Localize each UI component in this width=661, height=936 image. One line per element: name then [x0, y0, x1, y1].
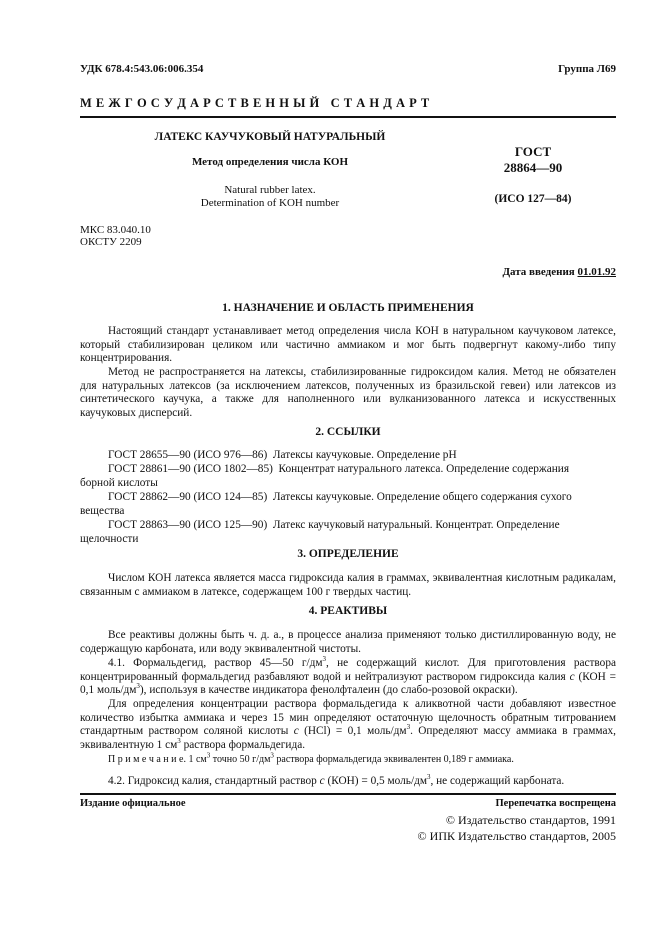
okstu-code: ОКСТУ 2209: [80, 236, 142, 248]
section1-para1: Настоящий стандарт устанавливает метод определения числа КОН в натуральном каучуковом латексе, который стабилизирован целиком или частично аммиаком и мог быть подвергнут какому-либо типу концентрирования.: [80, 325, 616, 365]
section4-item-4-2: 4.2. Гидроксид калия, стандартный раствор c (КОН) = 0,5 моль/$дм^3$, не содержащий карбоната.: [108, 773, 565, 787]
standard-type-banner: М Е Ж Г О С У Д А Р С Т В Е Н Н Ы Й С Т А Н Д А Р Т: [80, 96, 430, 110]
footer-rule: [80, 793, 616, 795]
section1-heading: 1. НАЗНАЧЕНИЕ И ОБЛАСТЬ ПРИМЕНЕНИЯ: [222, 302, 474, 314]
mks-code: МКС 83.040.10: [80, 224, 151, 236]
section4-para1: Все реактивы должны быть ч. д. а., в процессе анализа применяют только дистиллированную воду, не содержащую карбоната, или воду эквивалентной чистоты.: [80, 629, 616, 655]
english-title-line2: Determination of KOH number: [200, 197, 340, 209]
section1-para2: Метод не распространяется на латексы, стабилизированные гидроксидом калия. Метод не обязателен для натуральных латексов (за исключением латексов, полученных из бразильской гевеи) или латексов из синтетического каучука, а также для наполненного или вулканизованного латекса и искусственных каучуковых дисперсий.: [80, 366, 616, 419]
section4-para-concentration: Для определения концентрации раствора формальдегида к аликвотной части добавляют известное количество избытка аммиака и через 15 мин определяют остаточную щелочность обратным титрованием стандартным раствором соляной кислоты c (HCl) = 0,1 моль/$дм^3$. Определяют массу аммиака в граммах, эквивалентную 1 $см^3$ раствора формальдегида.: [80, 698, 616, 751]
page-subtitle: Метод определения числа КОН: [191, 156, 349, 168]
official-edition: Издание официальное: [80, 798, 186, 809]
intro-date-value: 01.01.92: [577, 266, 616, 278]
section3-para: Числом КОН латекса является масса гидроксида калия в граммах, эквивалентная кислотным радикалам, связанным с аммиаком в латексе, содержащем 100 г твердых частиц.: [80, 572, 616, 598]
reprint-prohibited: Перепечатка воспрещена: [495, 798, 616, 809]
page-title: ЛАТЕКС КАУЧУКОВЫЙ НАТУРАЛЬНЫЙ: [154, 131, 386, 143]
section2-heading: 2. ССЫЛКИ: [315, 426, 381, 438]
intro-date: [380, 266, 616, 278]
ref-item-cont: щелочности: [80, 533, 139, 545]
gost-label: ГОСТ: [514, 144, 552, 159]
ref-item-cont: борной кислоты: [80, 477, 158, 489]
header-rule: [80, 116, 616, 118]
ref-item: ГОСТ 28655—90 (ИСО 976—86) Латексы каучуковые. Определение pH: [108, 449, 457, 461]
ref-item: ГОСТ 28861—90 (ИСО 1802—85) Концентрат натурального латекса. Определение содержания: [108, 463, 570, 475]
ref-item: ГОСТ 28863—90 (ИСО 125—90) Латекс каучуковый натуральный. Концентрат. Определение: [108, 519, 560, 531]
group-code: Группа Л69: [558, 63, 616, 75]
section4-heading: 4. РЕАКТИВЫ: [308, 605, 388, 617]
iso-number: (ИСО 127—84): [494, 193, 572, 205]
section4-note: П р и м е ч а н и е. 1 $см^3$ точно 50 $г/дм^3$ раствора формальдегида эквивалентен 0,189 г аммиака.: [108, 751, 514, 765]
gost-number: 28864—90: [503, 160, 563, 175]
copyright-1991: © Издательство стандартов, 1991: [445, 813, 616, 827]
ref-item: ГОСТ 28862—90 (ИСО 124—85) Латексы каучуковые. Определение общего содержания сухого: [108, 491, 572, 503]
english-title-line1: Natural rubber latex.: [224, 184, 316, 196]
ref-item-cont: вещества: [80, 505, 125, 517]
section3-heading: 3. ОПРЕДЕЛЕНИЕ: [297, 548, 399, 560]
copyright-2005: © ИПК Издательство стандартов, 2005: [417, 829, 616, 843]
section4-item-4-1: 4.1. Формальдегид, раствор 45—50 $г/дм^3$, не содержащий кислот. Для приготовления раствора концентрированный формальдегид разбавляют водой и нейтрализуют раствором гидроксида калия c (КОН = 0,1 моль/$дм^3$), используя в качестве индикатора фенолфталеин (до слабо-розовой окраски).: [80, 655, 616, 697]
udk-code: УДК 678.4:543.06:006.354: [80, 63, 204, 75]
intro-date-label: Дата введения: [502, 266, 578, 278]
